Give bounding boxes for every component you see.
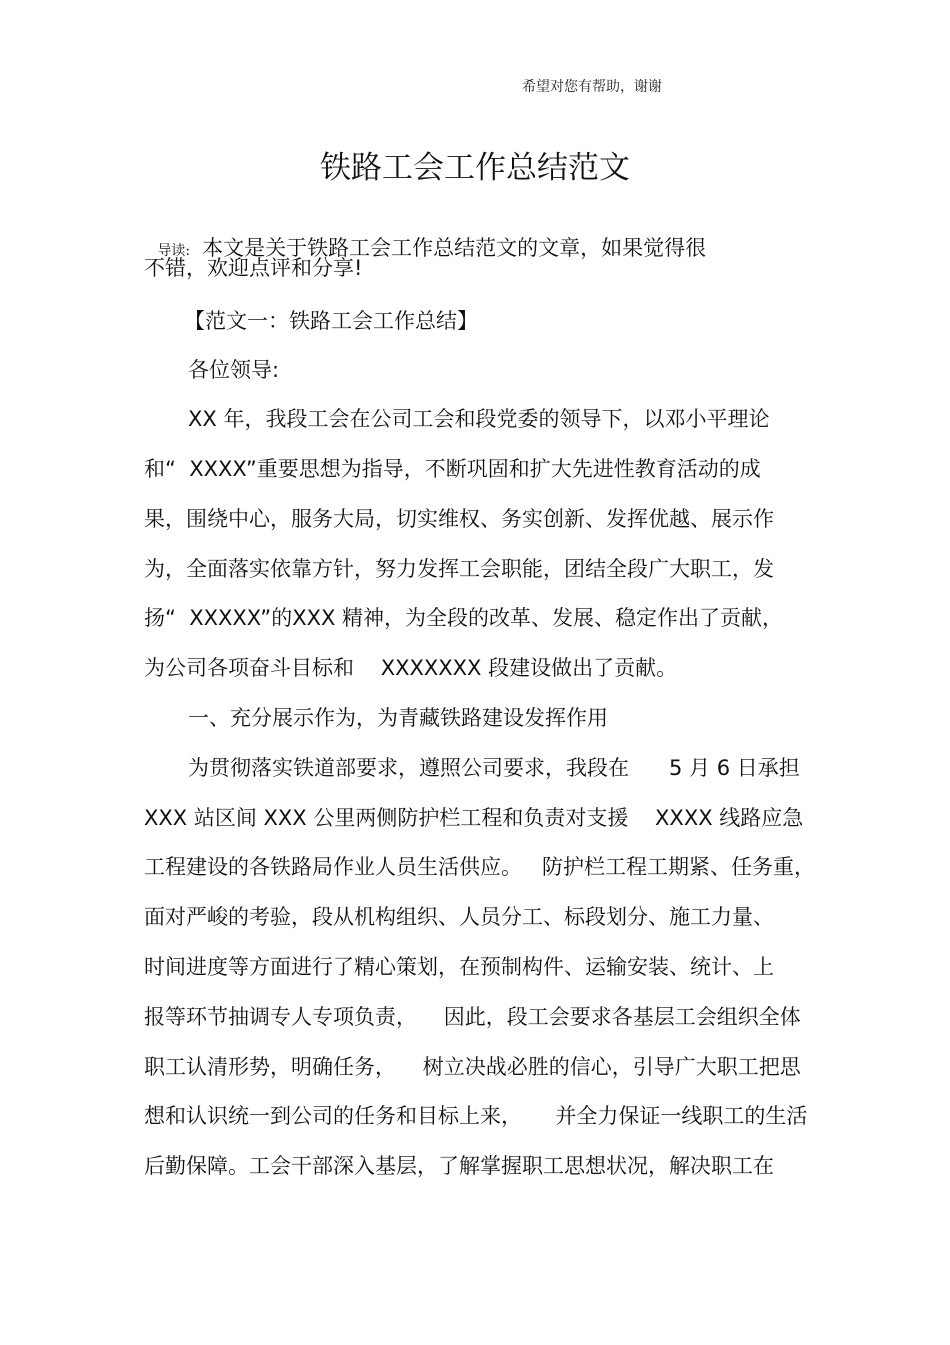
intro-text-1: 本文是关于铁路工会工作总结范文的文章，如果觉得很 <box>202 236 707 260</box>
intro-label: 导读: <box>157 243 191 259</box>
body-line: 为公司各项奋斗目标和 XXXXXXX 段建设做出了贡献。 <box>144 656 678 680</box>
body-line: 职工认清形势，明确任务， 树立决战必胜的信心，引导广大职工把思 <box>144 1055 801 1079</box>
body-line: 想和认识统一到公司的任务和目标上来， 并全力保证一线职工的生活 <box>144 1104 808 1128</box>
body-line: 为贯彻落实铁道部要求，遵照公司要求，我段在 5 月 6 日承担 <box>188 756 800 780</box>
body-line: 果，围绕中心，服务大局，切实维权、务实创新、发挥优越、展示作 <box>144 507 774 531</box>
salutation: 各位领导: <box>188 358 280 382</box>
body-line: 报等环节抽调专人专项负责， 因此，段工会要求各基层工会组织全体 <box>144 1005 801 1029</box>
body-line: 和“ XXXX”重要思想为指导，不断巩固和扩大先进性教育活动的成 <box>144 457 761 481</box>
body-line: 工程建设的各铁路局作业人员生活供应。 防护栏工程工期紧、任务重， <box>144 855 816 879</box>
section-heading: 【范文一：铁路工会工作总结】 <box>184 309 478 333</box>
body-line: 时间进度等方面进行了精心策划，在预制构件、运输安装、统计、上 <box>144 955 774 979</box>
body-line: XXX 站区间 XXX 公里两侧防护栏工程和负责对支援 XXXX 线路应急 <box>144 806 804 830</box>
subheading: 一、充分展示作为，为青藏铁路建设发挥作用 <box>188 706 608 730</box>
body-line: 面对严峻的考验，段从机构组织、人员分工、标段划分、施工力量、 <box>144 905 774 929</box>
intro-line-2: 不错，欢迎点评和分享! <box>144 256 363 280</box>
page-title: 铁路工会工作总结范文 <box>320 150 630 186</box>
body-line: 扬“ XXXXX”的XXX 精神，为全段的改革、发展、稳定作出了贡献， <box>144 606 784 630</box>
body-line: 后勤保障。工会干部深入基层，了解掌握职工思想状况，解决职工在 <box>144 1154 774 1178</box>
body-line: 为，全面落实依靠方针，努力发挥工会职能，团结全段广大职工，发 <box>144 557 774 581</box>
body-line: XX 年，我段工会在公司工会和段党委的领导下，以邓小平理论 <box>188 407 770 431</box>
header-note: 希望对您有帮助，谢谢 <box>522 79 662 95</box>
